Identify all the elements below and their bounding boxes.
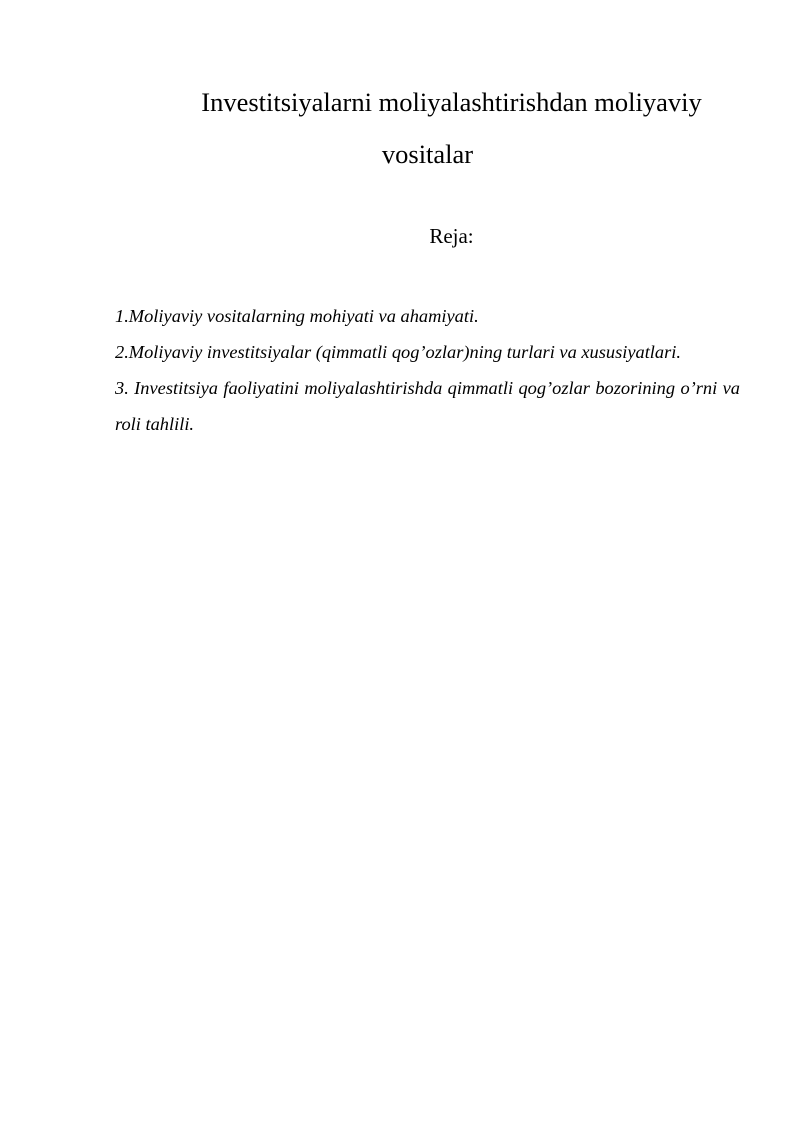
document-title: Investitsiyalarni moliyalashtirishdan moliyaviy vositalar [201, 87, 702, 169]
plan-heading: Reja: [429, 224, 474, 248]
plan-item-3: 3. Investitsiya faoliyatini moliyalashtirishda qimmatli qog’ozlar bozorining o’rni va roli tahlili. [115, 378, 740, 434]
plan-item-1: 1.Moliyaviy vositalarning mohiyati va ahamiyati. [115, 306, 479, 326]
plan-list [115, 298, 740, 442]
plan-item-2: 2.Moliyaviy investitsiyalar (qimmatli qog’ozlar)ning turlari va xususiyatlari. [115, 342, 681, 362]
